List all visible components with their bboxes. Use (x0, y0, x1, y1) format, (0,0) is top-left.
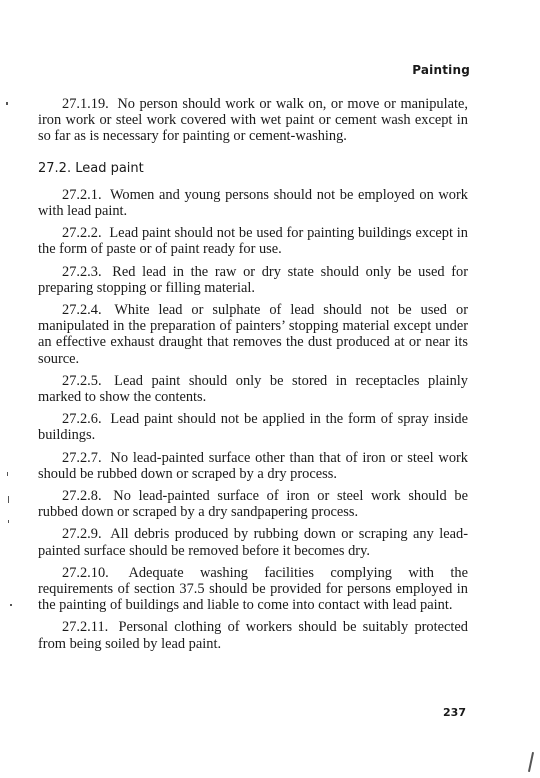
paragraph-number: 27.2.5. (62, 372, 102, 389)
paragraph-text: All debris produced by rubbing down or scraping any lead-painted surface should be removed before it becomes dry. (38, 526, 468, 559)
scan-mark (6, 102, 8, 105)
paragraph-27-2-10 (38, 565, 468, 614)
paragraph-number: 27.2.4. (62, 302, 102, 319)
paragraph-text: Lead paint should not be used for painting buildings except in the form of paste or of paint ready for use. (38, 225, 468, 258)
scan-mark (10, 604, 12, 606)
paragraph-text: No lead-painted surface other than that of iron or steel work should be rubbed down or scraped by a dry process. (38, 449, 469, 482)
paragraph-text: Personal clothing of workers should be suitably protected from being soiled by lead paint. (38, 619, 468, 652)
paragraph-number: 27.2.9. (62, 526, 102, 543)
paragraph-text: Women and young persons should not be employed on work with lead paint. (38, 186, 468, 220)
paragraph-27-2-7 (38, 450, 468, 482)
scan-mark (7, 472, 8, 476)
paragraph-27-2-5 (38, 373, 468, 405)
paragraph-number: 27.1.19. (62, 96, 109, 112)
paragraph-text: Red lead in the raw or dry state should only be used for preparing stopping or filling material. (38, 263, 468, 296)
paragraph-27-2-4 (38, 302, 468, 367)
paragraph-27-2-11 (38, 619, 468, 651)
paragraph-27-2-6 (38, 411, 468, 443)
running-header: Painting (412, 63, 470, 77)
paragraph-number: 27.2.11. (62, 619, 109, 636)
page-body (38, 96, 468, 658)
paragraph-27-2-1 (38, 187, 468, 219)
paragraph-27-2-3 (38, 264, 468, 296)
paragraph-text: No person should work or walk on, or move or manipulate, iron work or steel work covered with wet paint or cement wash except in so far as is necessary for painting or cement-washing. (38, 96, 468, 145)
paragraph-27-2-9 (38, 526, 468, 558)
paragraph-27-2-8 (38, 488, 468, 520)
scan-mark (8, 496, 9, 503)
paragraph-text: Adequate washing facilities complying with the requirements of section 37.5 should be provided for persons employed in the painting of buildings and liable to come into contact with lead paint. (38, 564, 468, 614)
paragraph-27-2-2 (38, 225, 468, 257)
paragraph-number: 27.2.1. (62, 186, 102, 203)
paragraph-27-1-19 (38, 96, 468, 145)
scan-mark (528, 752, 534, 772)
paragraph-number: 27.2.7. (62, 449, 102, 466)
paragraph-text: Lead paint should only be stored in receptacles plainly marked to show the contents. (38, 372, 468, 406)
paragraph-number: 27.2.3. (62, 263, 102, 280)
scan-mark (8, 520, 9, 523)
paragraph-text: No lead-painted surface of iron or steel work should be rubbed down or scraped by a dry sandpapering process. (38, 488, 468, 521)
paragraph-text: Lead paint should not be applied in the form of spray inside buildings. (38, 411, 468, 444)
paragraph-number: 27.2.6. (62, 411, 102, 428)
page-number: 237 (443, 706, 466, 719)
paragraph-number: 27.2.8. (62, 488, 102, 505)
paragraph-text: White lead or sulphate of lead should not be used or manipulated in the preparation of painters’ stopping material except under an effective exhaust draught that removes the dust produced at or near its source. (38, 302, 468, 367)
paragraph-number: 27.2.10. (62, 564, 109, 581)
paragraph-number: 27.2.2. (62, 225, 102, 242)
section-heading: 27.2. Lead paint (38, 160, 144, 176)
